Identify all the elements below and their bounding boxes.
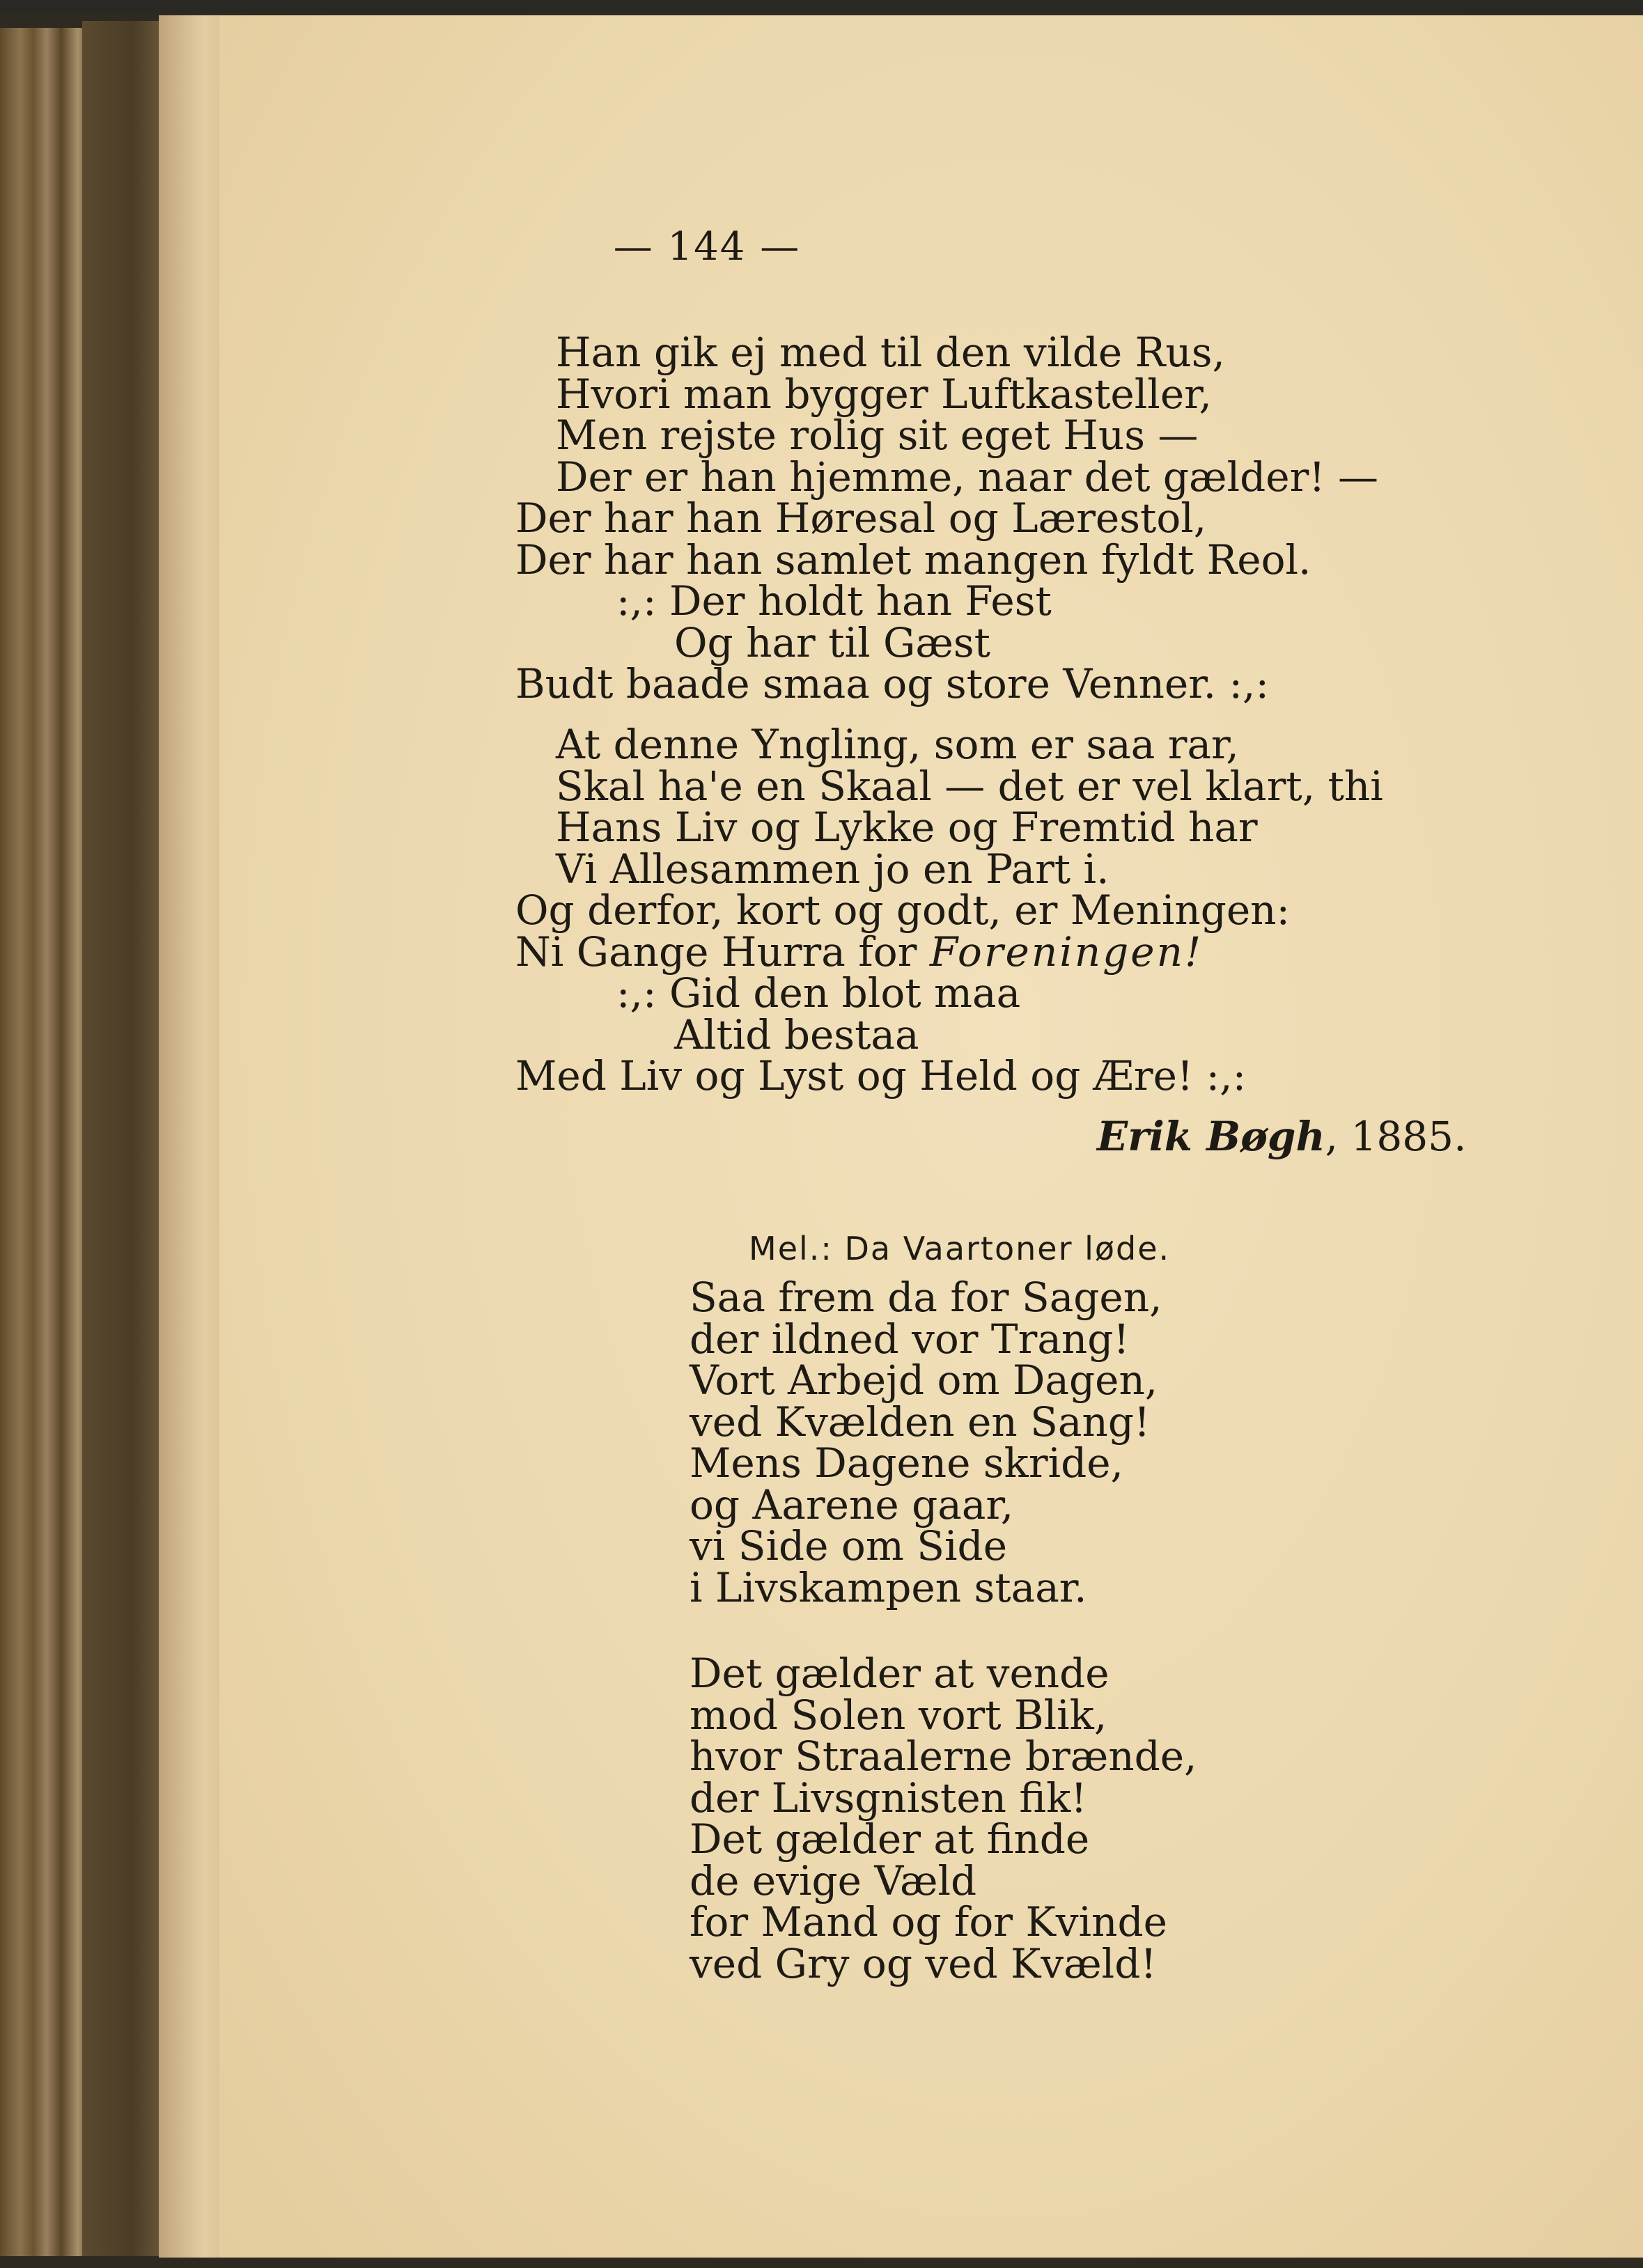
verse-line: Med Liv og Lyst og Held og Ære! :,: bbox=[515, 1052, 1247, 1100]
verse-line: de evige Væld bbox=[690, 1856, 977, 1905]
verse-line: hvor Straalerne brænde, bbox=[690, 1733, 1197, 1780]
author-name: Erik Bøgh bbox=[1097, 1113, 1325, 1160]
signature-year: , 1885. bbox=[1325, 1113, 1467, 1160]
stanza-4 bbox=[690, 1650, 1197, 1987]
verse-line: Hans Liv og Lykke og Fremtid har bbox=[556, 804, 1258, 851]
verse-line: der ildned vor Trang! bbox=[690, 1315, 1130, 1363]
page-number: — 144 — bbox=[613, 224, 801, 269]
verse-line: Og har til Gæst bbox=[674, 618, 990, 666]
verse-line-text: Ni Gange Hurra for bbox=[515, 928, 930, 976]
verse-line: Der er han hjemme, naar det gælder! — bbox=[556, 453, 1379, 501]
verse-line bbox=[515, 928, 1343, 976]
scan-top-border bbox=[0, 0, 1643, 13]
verse-line: der Livsgnisten fik! bbox=[690, 1774, 1087, 1822]
emphasized-text: Foreningen! bbox=[929, 928, 1204, 976]
verse-line: ved Gry og ved Kvæld! bbox=[690, 1939, 1157, 1987]
verse-line: Der har han samlet mangen fyldt Reol. bbox=[515, 535, 1311, 584]
verse-line: Det gælder at vende bbox=[690, 1650, 1109, 1697]
book-page bbox=[219, 15, 1643, 2258]
signature bbox=[1097, 1113, 1467, 1160]
verse-line: Men rejste rolig sit eget Hus — bbox=[556, 412, 1199, 459]
verse-line: mod Solen vort Blik, bbox=[690, 1691, 1107, 1739]
verse-line: Skal ha'e en Skaal — det er vel klart, thi bbox=[556, 762, 1383, 810]
verse-line: At denne Yngling, som er saa rar, bbox=[556, 721, 1239, 768]
verse-line: Mens Dagene skride, bbox=[690, 1439, 1123, 1487]
melody-note: Mel.: Da Vaartoner løde. bbox=[749, 1230, 1171, 1267]
verse-line: :,: Gid den blot maa bbox=[616, 969, 1021, 1017]
verse-line: Det gælder at finde bbox=[690, 1815, 1090, 1863]
stanza-1 bbox=[515, 329, 1379, 707]
verse-line: Vi Allesammen jo en Part i. bbox=[556, 845, 1109, 893]
verse-line: Budt baade smaa og store Venner. :,: bbox=[515, 660, 1270, 707]
verse-line: Der har han Høresal og Lærestol, bbox=[515, 494, 1207, 542]
verse-line: ved Kvælden en Sang! bbox=[690, 1398, 1151, 1446]
verse-line: Han gik ej med til den vilde Rus, bbox=[556, 329, 1225, 376]
verse-line: Hvori man bygger Luftkasteller, bbox=[556, 370, 1212, 418]
verse-line: Og derfor, kort og godt, er Meningen: bbox=[515, 886, 1291, 934]
stanza-3 bbox=[690, 1274, 1162, 1611]
verse-line: Altid bestaa bbox=[674, 1010, 919, 1058]
book-spine-shadow bbox=[82, 21, 166, 2256]
verse-line: for Mand og for Kvinde bbox=[690, 1898, 1167, 1946]
verse-line: vi Side om Side bbox=[690, 1522, 1008, 1570]
verse-line: Vort Arbejd om Dagen, bbox=[690, 1356, 1158, 1404]
verse-line: og Aarene gaar, bbox=[690, 1480, 1014, 1528]
verse-line: :,: Der holdt han Fest bbox=[616, 577, 1052, 625]
verse-line: Saa frem da for Sagen, bbox=[690, 1274, 1162, 1321]
page-gutter bbox=[159, 15, 223, 2258]
verse-line: i Livskampen staar. bbox=[690, 1563, 1087, 1611]
stanza-2 bbox=[515, 721, 1383, 1100]
